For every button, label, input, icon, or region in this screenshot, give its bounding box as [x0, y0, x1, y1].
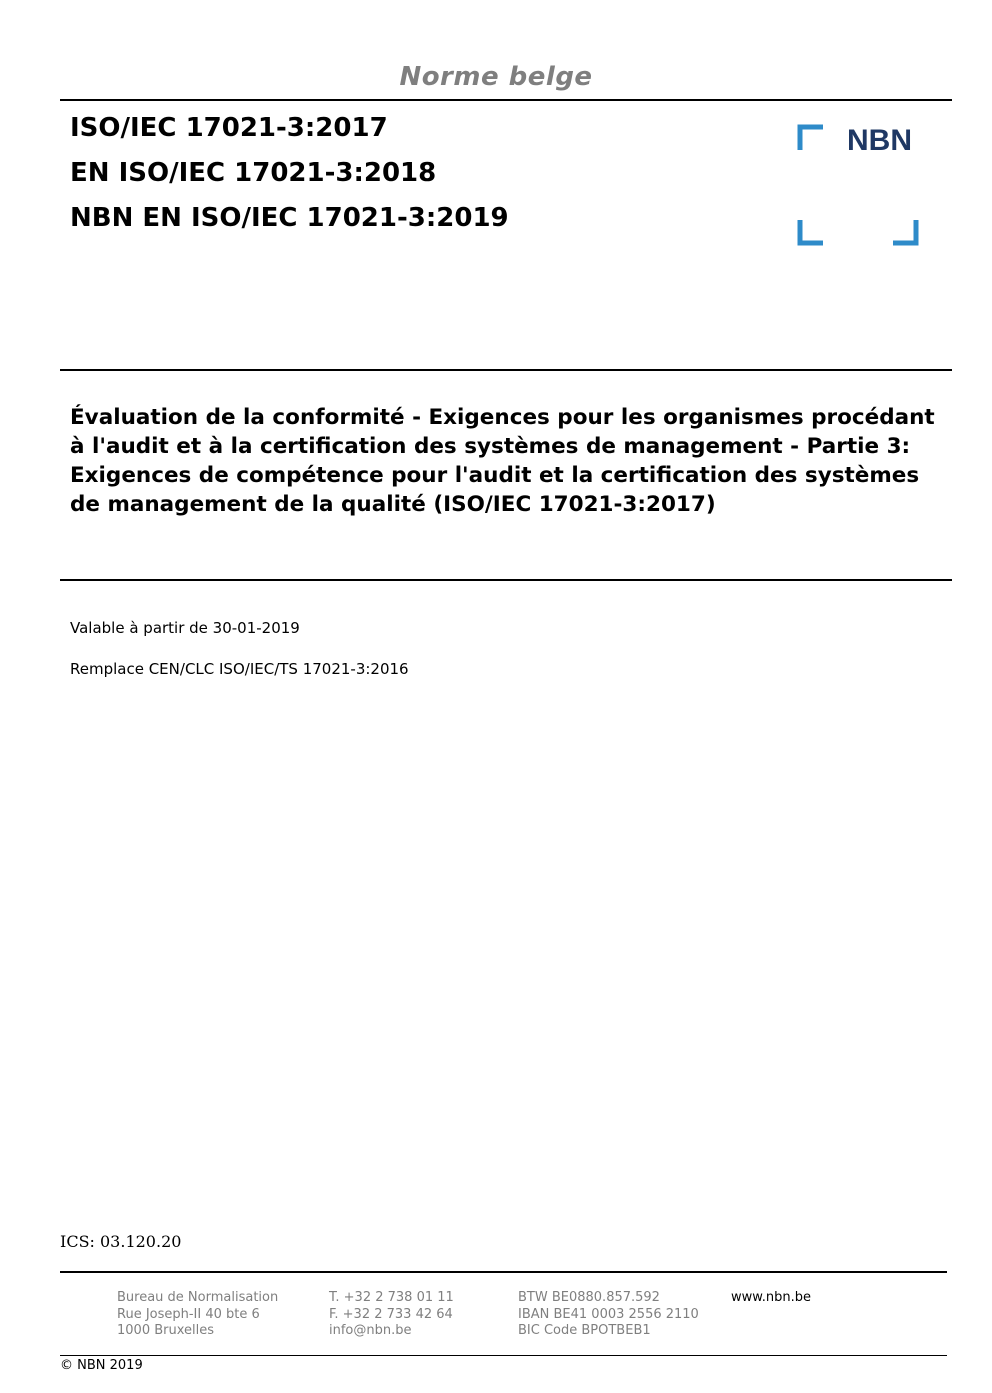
footer-website[interactable]	[731, 1290, 811, 1307]
footer-email[interactable]: info@nbn.be	[329, 1323, 412, 1338]
validity-date: Valable à partir de 30-01-2019	[70, 619, 300, 637]
document-title: Évaluation de la conformité - Exigences pour les organismes procédant à l'audit et à la certification des systèmes de management - Partie 3: Exigences de compétence pour l'audit et la certification des systèmes de management de la qualité (ISO/IEC 17021-3:2017)	[70, 405, 935, 517]
replaces-standard: Remplace CEN/CLC ISO/IEC/TS 17021-3:2016	[70, 660, 409, 678]
footer-rule	[60, 1271, 947, 1273]
title-bottom-rule	[60, 579, 952, 581]
copyright-notice: © NBN 2019	[60, 1358, 143, 1373]
copyright-rule	[60, 1355, 947, 1356]
footer-bic: BIC Code BPOTBEB1	[518, 1323, 651, 1338]
footer-address	[117, 1290, 278, 1340]
ics-code: ICS: 03.120.20	[60, 1232, 182, 1251]
footer-address-line: 1000 Bruxelles	[117, 1323, 215, 1338]
logo-text: NBN	[847, 124, 912, 157]
footer-vat: BTW BE0880.857.592	[518, 1290, 660, 1305]
footer-address-line: Rue Joseph-II 40 bte 6	[117, 1306, 260, 1322]
title-top-rule	[60, 369, 952, 371]
footer-fax: F. +32 2 733 42 64	[329, 1306, 453, 1322]
en-standard-number: EN ISO/IEC 17021-3:2018	[70, 158, 437, 188]
footer-banking	[518, 1290, 699, 1340]
website-link[interactable]: www.nbn.be	[731, 1290, 811, 1305]
footer-iban: IBAN BE41 0003 2556 2110	[518, 1306, 699, 1322]
nbn-standard-number: NBN EN ISO/IEC 17021-3:2019	[70, 203, 509, 233]
iso-standard-number: ISO/IEC 17021-3:2017	[70, 113, 388, 143]
header-rule	[60, 99, 952, 101]
footer-contact	[329, 1290, 454, 1340]
footer-address-line: Bureau de Normalisation	[117, 1290, 279, 1305]
document-type-banner: Norme belge	[399, 62, 593, 92]
nbn-logo	[795, 122, 921, 248]
footer-phone: T. +32 2 738 01 11	[329, 1290, 454, 1305]
